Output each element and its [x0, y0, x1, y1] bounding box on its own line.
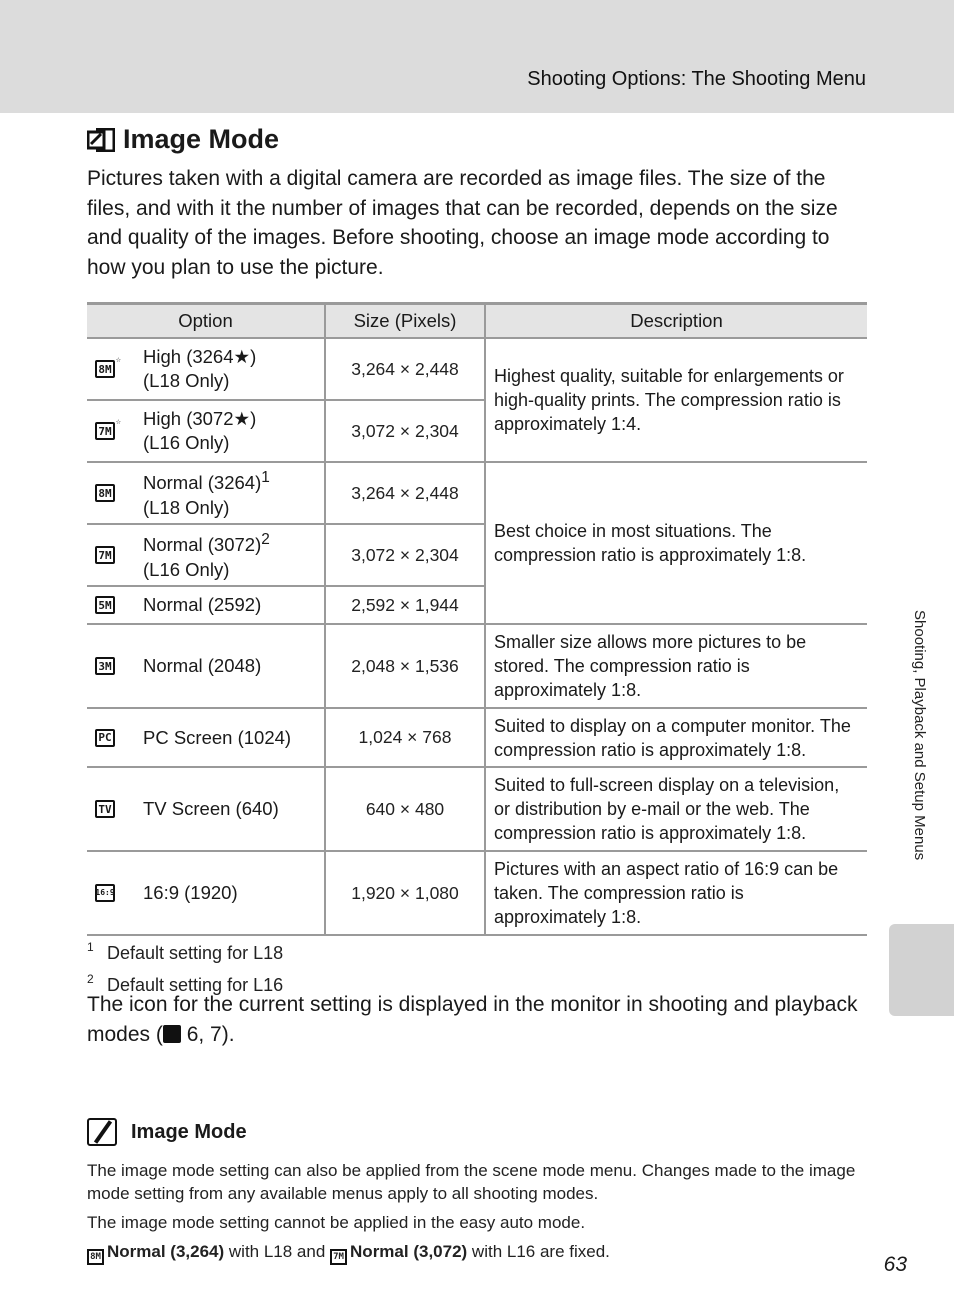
- description-cell: Best choice in most situations. The compression ratio is approximately 1:8.: [485, 462, 867, 624]
- footnote: $^1$ Default setting for L18: [87, 940, 284, 963]
- page-number: 63: [883, 1253, 907, 1276]
- size-8m-high-icon: 8M ☆: [95, 360, 115, 378]
- table-row: TV TV Screen (640) 640 × 480 Suited to full-screen display on a television, or distribution by e-mail or the web. The compression ratio is approximately 1:8.: [87, 767, 867, 851]
- table-row: 7M Normal $(3072)^2$ (L16 Only) 3,072 × 2,304: [87, 524, 867, 586]
- col-header-option: Option: [87, 304, 325, 339]
- footnote: $^2$ Default setting for L16: [87, 972, 284, 995]
- size-3m-icon: 3M: [95, 657, 115, 675]
- size-7m-icon: 7M: [330, 1249, 347, 1265]
- page-title: [87, 124, 279, 155]
- size-cell: 2,048 × 1,536: [325, 624, 485, 708]
- header-title: Shooting Options: The Shooting Menu: [527, 68, 866, 90]
- note-body: [87, 1159, 857, 1271]
- size-8m-icon: 8M: [95, 484, 115, 502]
- size-cell: 3,264 × 2,448: [325, 462, 485, 524]
- table-row: 3M Normal (2048) 2,048 × 1,536 Smaller size allows more pictures to be stored. The compression ratio is approximately 1:8.: [87, 624, 867, 708]
- size-7m-icon: 7M: [95, 546, 115, 564]
- image-mode-icon: [87, 128, 115, 152]
- size-cell: 2,592 × 1,944: [325, 586, 485, 624]
- table-row: PC PC Screen (1024) 1,024 × 768 Suited to display on a computer monitor. The compression ratio is approximately 1:8.: [87, 708, 867, 767]
- side-section-tab: [889, 924, 954, 1016]
- size-cell: 3,072 × 2,304: [325, 400, 485, 462]
- table-row: 16:9 16:9 (1920) 1,920 × 1,080 Pictures with an aspect ratio of 16:9 can be taken. The compression ratio is approximately 1:8.: [87, 851, 867, 935]
- size-7m-high-icon: 7M ☆: [95, 422, 115, 440]
- wide-16-9-icon: 16:9: [95, 884, 115, 902]
- size-cell: 1,920 × 1,080: [325, 851, 485, 935]
- side-section-label: Shooting, Playback and Setup Menus: [911, 610, 928, 861]
- description-cell: Pictures with an aspect ratio of 16:9 can be taken. The compression ratio is approximately 1:8.: [485, 851, 867, 935]
- pc-screen-icon: PC: [95, 729, 115, 747]
- page-reference-icon: [163, 1025, 181, 1043]
- table-row: 5M Normal (2592) 2,592 × 1,944: [87, 586, 867, 624]
- summary-paragraph: The icon for the current setting is displayed in the monitor in shooting and playback modes ( 6, 7).: [87, 993, 858, 1046]
- description-cell: Suited to display on a computer monitor. The compression ratio is approximately 1:8.: [485, 708, 867, 767]
- note-heading: [87, 1118, 247, 1146]
- tv-screen-icon: TV: [95, 800, 115, 818]
- image-mode-table: [87, 302, 867, 936]
- intro-paragraph: Pictures taken with a digital camera are recorded as image files. The size of the files, and with it the number of images that can be recorded, depends on the size and quality of the images. Before shooting, choose an image mode according to how you plan to use the picture.: [87, 167, 838, 279]
- note-title: Image Mode: [131, 1120, 247, 1143]
- footnotes: [87, 934, 283, 998]
- description-cell: Suited to full-screen display on a television, or distribution by e-mail or the web. The compression ratio is approximately 1:8.: [485, 767, 867, 851]
- table-header-row: [87, 304, 867, 339]
- note-paragraph: The image mode setting cannot be applied in the easy auto mode.: [87, 1213, 586, 1232]
- note-paragraph: 8M Normal (3,264) with L18 and 7M Normal (3,072) with L16 are fixed.: [87, 1240, 857, 1265]
- table-row: 7M ☆ High (3072★) (L16 Only) 3,072 × 2,304: [87, 400, 867, 462]
- note-paragraph: The image mode setting can also be applied from the scene mode menu. Changes made to the image mode setting from any available menus apply to all shooting modes.: [87, 1161, 856, 1203]
- pencil-note-icon: [87, 1118, 117, 1146]
- description-cell: Smaller size allows more pictures to be stored. The compression ratio is approximately 1:8.: [485, 624, 867, 708]
- header-band: [0, 0, 954, 113]
- size-5m-icon: 5M: [95, 596, 115, 614]
- table-row: 8M ☆ High (3264★) (L18 Only) 3,264 × 2,448 Highest quality, suitable for enlargements or high-quality prints. The compression ratio is approximately 1:4.: [87, 338, 867, 400]
- col-header-description: Description: [485, 304, 867, 339]
- size-cell: 3,264 × 2,448: [325, 338, 485, 400]
- col-header-size: Size (Pixels): [325, 304, 485, 339]
- table-row: 8M Normal $(3264)^1$ (L18 Only) 3,264 × 2,448 Best choice in most situations. The compression ratio is approximately 1:8.: [87, 462, 867, 524]
- description-cell: Highest quality, suitable for enlargements or high-quality prints. The compression ratio is approximately 1:4.: [485, 338, 867, 462]
- size-8m-icon: 8M: [87, 1249, 104, 1265]
- size-cell: 3,072 × 2,304: [325, 524, 485, 586]
- page-title-text: Image Mode: [123, 124, 280, 154]
- size-cell: 1,024 × 768: [325, 708, 485, 767]
- size-cell: 640 × 480: [325, 767, 485, 851]
